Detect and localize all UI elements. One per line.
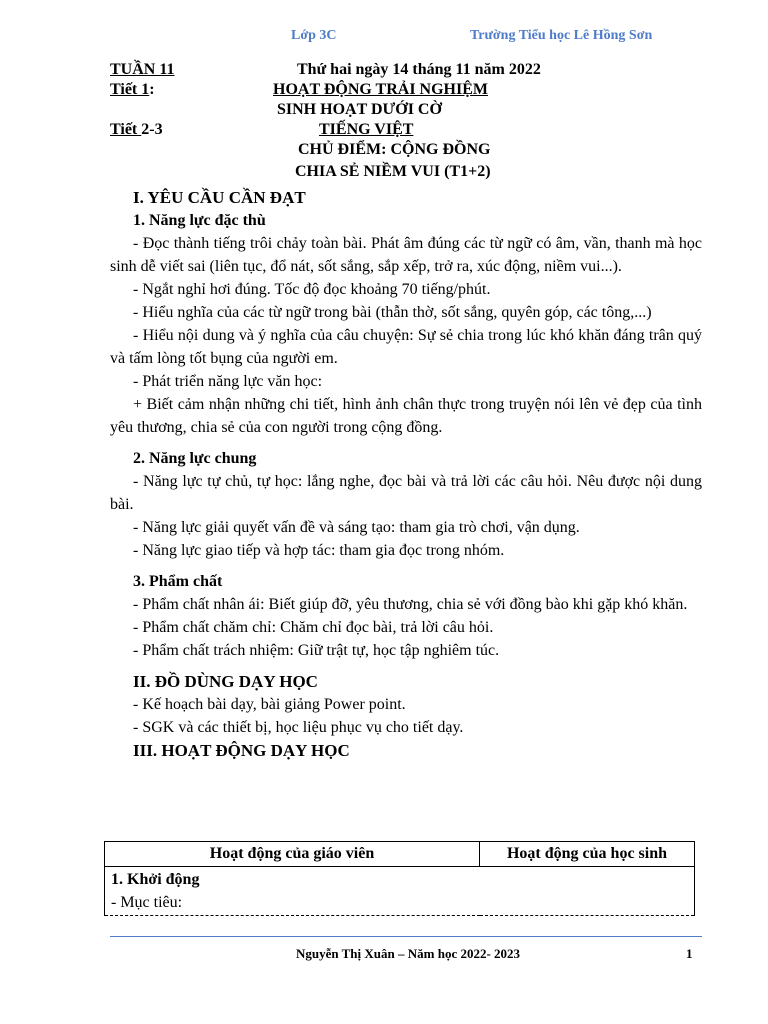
- table-cell: [105, 867, 695, 916]
- lesson2-number: 2-3: [141, 121, 163, 138]
- lesson2-label: Tiết: [110, 121, 142, 138]
- list-item: - Hiểu nghĩa của các từ ngữ trong bài (thẫn thờ, sốt sắng, quyên góp, các tông,...): [133, 304, 652, 321]
- week-label: TUẦN 11: [110, 61, 175, 78]
- list-item: - Kế hoạch bài dạy, bài giảng Power point.: [133, 696, 406, 713]
- activity1-subtitle: SINH HOẠT DƯỚI CỜ: [277, 101, 442, 118]
- list-item: - Đọc thành tiếng trôi chảy toàn bài. Phát âm đúng các từ ngữ có âm, vần, thanh mà học sinh dễ viết sai (liên tục, đổ nát, sốt sắng, sắp xếp, trở ra, xúc động, niềm vui...).: [110, 235, 702, 275]
- list-item: - Năng lực giải quyết vấn đề và sáng tạo: tham gia trò chơi, vận dụng.: [133, 519, 580, 536]
- subject-title: TIẾNG VIỆT: [319, 121, 414, 138]
- list-item: - Hiểu nội dung và ý nghĩa của câu chuyện: Sự sẻ chia trong lúc khó khăn đáng trân quý và tấm lòng tốt bụng của người em.: [110, 327, 702, 367]
- lesson1-colon: :: [149, 81, 155, 98]
- list-item: - SGK và các thiết bị, học liệu phục vụ cho tiết dạy.: [133, 719, 464, 736]
- list-item: - Năng lực tự chủ, tự học: lắng nghe, đọc bài và trả lời các câu hỏi. Nêu được nội dung bài.: [110, 473, 702, 513]
- header-school: Trường Tiểu học Lê Hồng Sơn: [470, 28, 653, 43]
- lesson-title: CHIA SẺ NIỀM VUI (T1+2): [295, 163, 491, 180]
- section1-1-title: 1. Năng lực đặc thù: [133, 212, 266, 229]
- column-teacher: Hoạt động của giáo viên: [105, 842, 480, 867]
- section1-2-title: 2. Năng lực chung: [133, 450, 257, 467]
- footer-author: Nguyễn Thị Xuân – Năm học 2022- 2023: [296, 946, 521, 961]
- list-item: - Phẩm chất nhân ái: Biết giúp đỡ, yêu thương, chia sẻ với đồng bào khi gặp khó khăn.: [133, 596, 688, 613]
- activity1-title: HOẠT ĐỘNG TRẢI NGHIỆM: [273, 81, 488, 98]
- table-header-row: [105, 842, 695, 867]
- row-text: - Mục tiêu:: [111, 894, 183, 911]
- list-item: - Phẩm chất chăm chỉ: Chăm chỉ đọc bài, trả lời câu hỏi.: [133, 619, 494, 636]
- activity-table: [104, 841, 695, 916]
- section3-title: III. HOẠT ĐỘNG DẠY HỌC: [133, 741, 350, 760]
- footer-divider: [110, 936, 702, 937]
- section1-title: I. YÊU CẦU CẦN ĐẠT: [133, 188, 306, 207]
- row-title: 1. Khởi động: [111, 871, 200, 888]
- page-number: 1: [686, 946, 693, 961]
- lesson1-line: [110, 81, 155, 99]
- list-item: - Phát triển năng lực văn học:: [133, 373, 323, 390]
- section1-3-title: 3. Phẩm chất: [133, 573, 223, 590]
- lesson1-label: Tiết 1: [110, 81, 150, 98]
- theme-title: CHỦ ĐIỂM: CỘNG ĐỒNG: [298, 141, 491, 158]
- list-item: - Phẩm chất trách nhiệm: Giữ trật tự, học tập nghiêm túc.: [133, 642, 500, 659]
- column-student: Hoạt động của học sinh: [480, 842, 695, 867]
- list-item: - Năng lực giao tiếp và hợp tác: tham gia đọc trong nhóm.: [133, 542, 505, 559]
- list-item: - Ngắt nghỉ hơi đúng. Tốc độ đọc khoảng 70 tiếng/phút.: [133, 281, 491, 298]
- list-item: + Biết cảm nhận những chi tiết, hình ảnh chân thực trong truyện nói lên vẻ đẹp của tình yêu thương, chia sẻ của con người trong cộng đồng.: [110, 396, 702, 436]
- table-row: [105, 867, 695, 916]
- header-class: Lớp 3C: [291, 28, 337, 43]
- lesson-body: [110, 186, 702, 762]
- section2-title: II. ĐỒ DÙNG DẠY HỌC: [133, 672, 318, 691]
- lesson2-line: [110, 121, 163, 139]
- date-line: Thứ hai ngày 14 tháng 11 năm 2022: [297, 61, 541, 78]
